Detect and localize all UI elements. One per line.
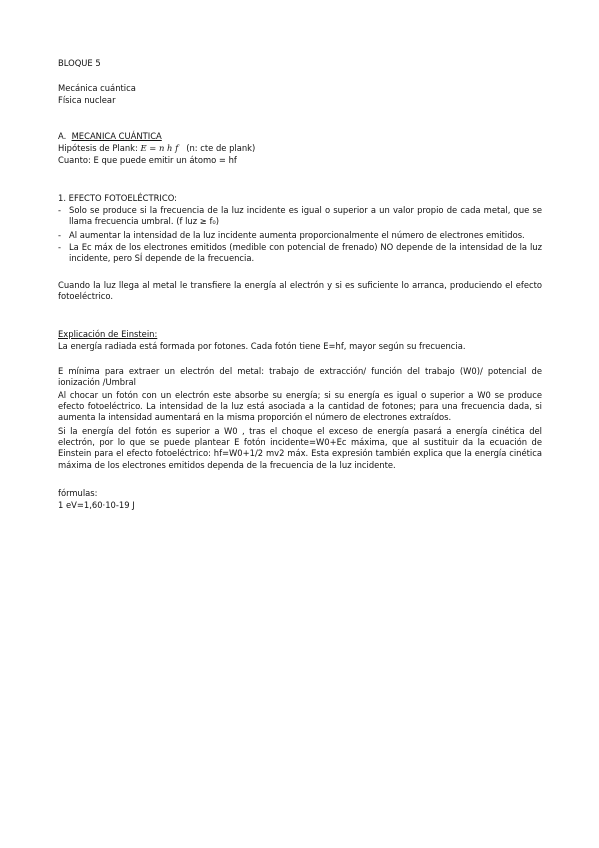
planck-hypothesis — [58, 143, 255, 153]
quantum-definition: Cuanto: E que puede emitir un átomo = hf — [58, 155, 237, 165]
planck-note: (n: cte de plank) — [186, 143, 256, 153]
list-item: - Al aumentar la intensidad de la luz incidente aumenta proporcionalmente el número de electrones emitidos. — [58, 230, 542, 241]
planck-formula: E = n h f — [140, 143, 179, 153]
block-heading: BLOQUE 5 — [58, 58, 101, 68]
einstein-paragraph-2: E mínima para extraer un electrón del metal: trabajo de extracción/ función del trabajo (W0)/ potencial de ionización /Umbral — [58, 366, 542, 387]
topic-nuclear-physics: Física nuclear — [58, 95, 116, 105]
section-a-title: MECANICA CUÁNTICA — [71, 131, 162, 141]
formulas-heading: fórmulas: — [58, 488, 98, 498]
einstein-paragraph-4: Si la energía del fotón es superior a W0 , tras el choque el exceso de energía pasará a energía cinética del electrón, por lo que se puede plantear E fotón incidente=W0+Ec máxima, que al sustituir da la ecuación de Einstein para el efecto fotoeléctrico: hf=W0+1/2 mv2 máx. Esta expresión también explica que la energía cinética máxima de los electrones emitidos dependa de la frecuencia de la luz incidente. — [58, 426, 542, 470]
list-item: - Solo se produce si la frecuencia de la luz incidente es igual o superior a un valor propio de cada metal, que se llama frecuencia umbral. (f luz ≥ f₀) — [58, 205, 542, 226]
section-a-heading — [58, 131, 162, 141]
hypothesis-label: Hipótesis de Plank: — [58, 143, 138, 153]
list-item-text: La Ec máx de los electrones emitidos (medible con potencial de frenado) NO depende de la intensidad de la luz incidente, pero SÍ depende de la frecuencia. — [69, 242, 542, 263]
topic-quantum-mechanics: Mecánica cuántica — [58, 83, 136, 93]
list-item-text: Solo se produce si la frecuencia de la luz incidente es igual o superior a un valor propio de cada metal, que se llama frecuencia umbral. (f luz ≥ f₀) — [69, 205, 542, 226]
formula-ev: 1 eV=1,60·10-19 J — [58, 500, 135, 510]
photoelectric-paragraph: Cuando la luz llega al metal le transfiere la energía al electrón y si es suficiente lo arranca, produciendo el efecto fotoeléctrico. — [58, 280, 542, 301]
photoelectric-heading: 1. EFECTO FOTOELÉCTRICO: — [58, 193, 178, 203]
list-item: - La Ec máx de los electrones emitidos (medible con potencial de frenado) NO depende de la intensidad de la luz incidente, pero SÍ depende de la frecuencia. — [58, 242, 542, 263]
einstein-heading: Explicación de Einstein: — [58, 329, 158, 339]
section-a-letter: A. — [58, 131, 67, 141]
list-item-text: Al aumentar la intensidad de la luz incidente aumenta proporcionalmente el número de electrones emitidos. — [69, 230, 525, 240]
einstein-paragraph-3: Al chocar un fotón con un electrón este absorbe su energía; si su energía es igual o superior a W0 se produce efecto fotoeléctrico. La intensidad de la luz está asociada a la cantidad de fotones; para una frecuencia dada, si aumenta la intensidad aumentará en la misma proporción el número de electrones extraídos. — [58, 390, 542, 423]
einstein-paragraph-1: La energía radiada está formada por fotones. Cada fotón tiene E=hf, mayor según su frecuencia. — [58, 341, 466, 351]
